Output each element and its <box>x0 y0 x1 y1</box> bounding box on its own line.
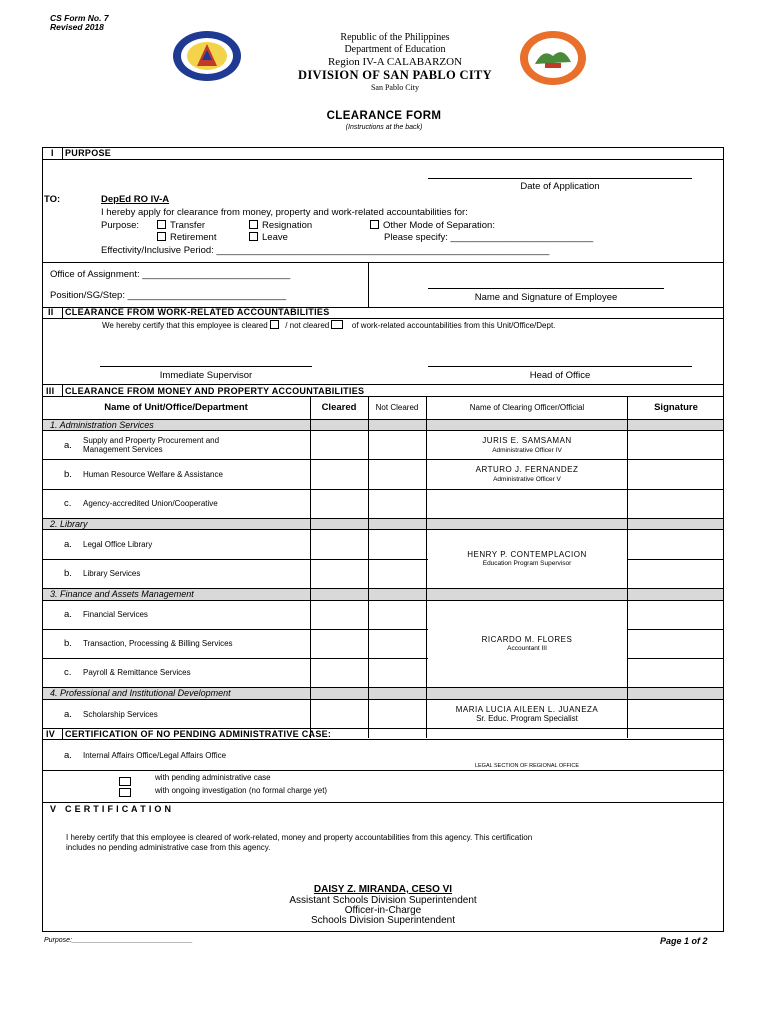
header-republic: Republic of the Philippines <box>340 32 450 43</box>
sec4-title: CERTIFICATION OF NO PENDING ADMINISTRATIVE CASE: <box>65 729 332 739</box>
col-cleared-header: Cleared <box>321 402 357 413</box>
footer-purpose: Purpose:_______________________________ <box>44 937 193 944</box>
sec5-title: C E R T I F I C A T I O N <box>65 804 172 814</box>
officer-juaneza: MARIA LUCIA AILEEN L. JUANEZA <box>455 705 599 714</box>
form-number-line2: Revised 2018 <box>50 22 104 32</box>
col-unit-header: Name of Unit/Office/Department <box>104 402 248 413</box>
sec5-num: V <box>50 804 57 814</box>
cleared-checkbox[interactable] <box>270 320 279 329</box>
group-administration: 1. Administration Services <box>50 420 154 430</box>
form-number <box>50 14 109 32</box>
officer-contemplacion: HENRY P. CONTEMPLACION <box>467 550 587 559</box>
group-finance: 3. Finance and Assets Management <box>50 589 194 599</box>
group-library: 2. Library <box>50 519 88 529</box>
officer-samsaman: JURIS E. SAMSAMAN <box>482 436 572 445</box>
officer-juaneza-position: Sr. Educ. Program Specialist <box>476 714 578 723</box>
ongoing-investigation-label: with ongoing investigation (no formal charge yet) <box>155 786 328 795</box>
officer-flores-position: Accountant III <box>507 645 547 652</box>
header-department: Department of Education <box>344 44 446 55</box>
sec4-num: IV <box>46 729 56 739</box>
officer-samsaman-position: Administrative Officer IV <box>492 447 562 454</box>
signer-position-1: Assistant Schools Division Superintendent <box>289 895 477 906</box>
ongoing-investigation-checkbox[interactable] <box>119 788 131 797</box>
unit-supply-property: Supply and Property Procurement and <box>83 436 220 445</box>
header-city: San Pablo City <box>370 83 419 92</box>
unit-internal-affairs: Internal Affairs Office/Legal Affairs Office <box>83 751 227 760</box>
unit-scholarship-services: Scholarship Services <box>83 710 158 719</box>
option-other-mode[interactable]: Other Mode of Separation: <box>370 220 495 231</box>
option-resignation[interactable]: Resignation <box>249 220 312 231</box>
header-region: Region IV-A CALABARZON <box>327 56 463 68</box>
other-mode-checkbox[interactable] <box>370 220 379 229</box>
unit-library-services: Library Services <box>83 569 141 578</box>
apply-statement: I hereby apply for clearance from money, property and work-related accountabilities for: <box>101 207 468 218</box>
legal-section-label: LEGAL SECTION OF REGIONAL OFFICE <box>474 763 580 769</box>
option-transfer[interactable]: Transfer <box>157 220 205 231</box>
officer-fernandez: ARTURO J. FERNANDEZ <box>475 465 579 474</box>
resignation-checkbox[interactable] <box>249 220 258 229</box>
unit-agency-union: Agency-accredited Union/Cooperative <box>83 499 218 508</box>
group-professional-development: 4. Professional and Institutional Development <box>50 688 231 698</box>
to-recipient: DepEd RO IV-A <box>101 194 170 205</box>
col-not-cleared-header: Not Cleared <box>375 403 419 412</box>
sec2-title: CLEARANCE FROM WORK-RELATED ACCOUNTABILITIES <box>65 307 330 317</box>
office-of-assignment-field[interactable]: Office of Assignment: ____________________________ <box>50 269 291 280</box>
header-division: DIVISION OF SAN PABLO CITY <box>298 68 492 82</box>
transfer-checkbox[interactable] <box>157 220 166 229</box>
officer-flores: RICARDO M. FLORES <box>481 635 573 644</box>
pending-case-checkbox[interactable] <box>119 777 131 786</box>
sec3-num: III <box>46 386 55 396</box>
option-retirement[interactable]: Retirement <box>157 232 216 243</box>
retirement-checkbox[interactable] <box>157 232 166 241</box>
certification-text-line1: I hereby certify that this employee is cleared of work-related, money and property accountabilities from this agency. This certification <box>66 833 533 842</box>
unit-supply-property-line2: Management Services <box>83 445 163 454</box>
head-of-office-label: Head of Office <box>529 370 591 381</box>
leave-checkbox[interactable] <box>249 232 258 241</box>
signer-position-3: Schools Division Superintendent <box>311 915 455 926</box>
certification-text-line2: includes no pending administrative case from this agency. <box>66 843 271 852</box>
to-label: TO: <box>44 194 61 205</box>
page-number: Page 1 of 2 <box>660 936 708 946</box>
sec1-num: I <box>51 148 54 158</box>
please-specify-field[interactable]: Please specify: ___________________________ <box>384 232 594 243</box>
sec1-title: PURPOSE <box>65 148 112 158</box>
form-title-note: (Instructions at the back) <box>345 124 423 131</box>
col-signature-header: Signature <box>654 402 698 413</box>
sec2-num: II <box>48 307 54 317</box>
option-leave[interactable]: Leave <box>249 232 288 243</box>
unit-financial-services: Financial Services <box>83 610 148 619</box>
form-title: CLEARANCE FORM <box>326 110 442 122</box>
work-related-certify: We hereby certify that this employee is cleared / not cleared of work-related accountabilities from this Unit/Office/Dept. <box>102 321 556 330</box>
immediate-supervisor-label: Immediate Supervisor <box>159 370 253 381</box>
purpose-label: Purpose: <box>101 220 140 231</box>
unit-legal-office-library: Legal Office Library <box>83 540 153 549</box>
officer-contemplacion-position: Education Program Supervisor <box>482 560 572 567</box>
deped-seal-left <box>172 30 242 82</box>
not-cleared-checkbox[interactable] <box>331 320 343 329</box>
col-officer-header: Name of Clearing Officer/Official <box>469 403 585 412</box>
unit-payroll-remittance: Payroll & Remittance Services <box>83 668 191 677</box>
employee-signature-label: Name and Signature of Employee <box>474 292 618 303</box>
position-sg-step-field[interactable]: Position/SG/Step: ______________________________ <box>50 290 287 301</box>
officer-fernandez-position: Administrative Officer V <box>493 476 561 483</box>
unit-human-resource: Human Resource Welfare & Assistance <box>83 470 223 479</box>
pending-case-label: with pending administrative case <box>155 773 271 782</box>
effectivity-field[interactable]: Effectivity/Inclusive Period: _______________________________________________________________ <box>101 245 550 256</box>
unit-transaction-billing: Transaction, Processing & Billing Services <box>83 639 233 648</box>
date-of-application-label: Date of Application <box>520 181 600 192</box>
sec3-title: CLEARANCE FROM MONEY AND PROPERTY ACCOUNTABILITIES <box>65 386 365 396</box>
signer-position-2: Officer-in-Charge <box>344 905 422 916</box>
signer-name: DAISY Z. MIRANDA, CESO VI <box>313 884 453 895</box>
form-number-line1: CS Form No. 7 <box>50 13 109 23</box>
